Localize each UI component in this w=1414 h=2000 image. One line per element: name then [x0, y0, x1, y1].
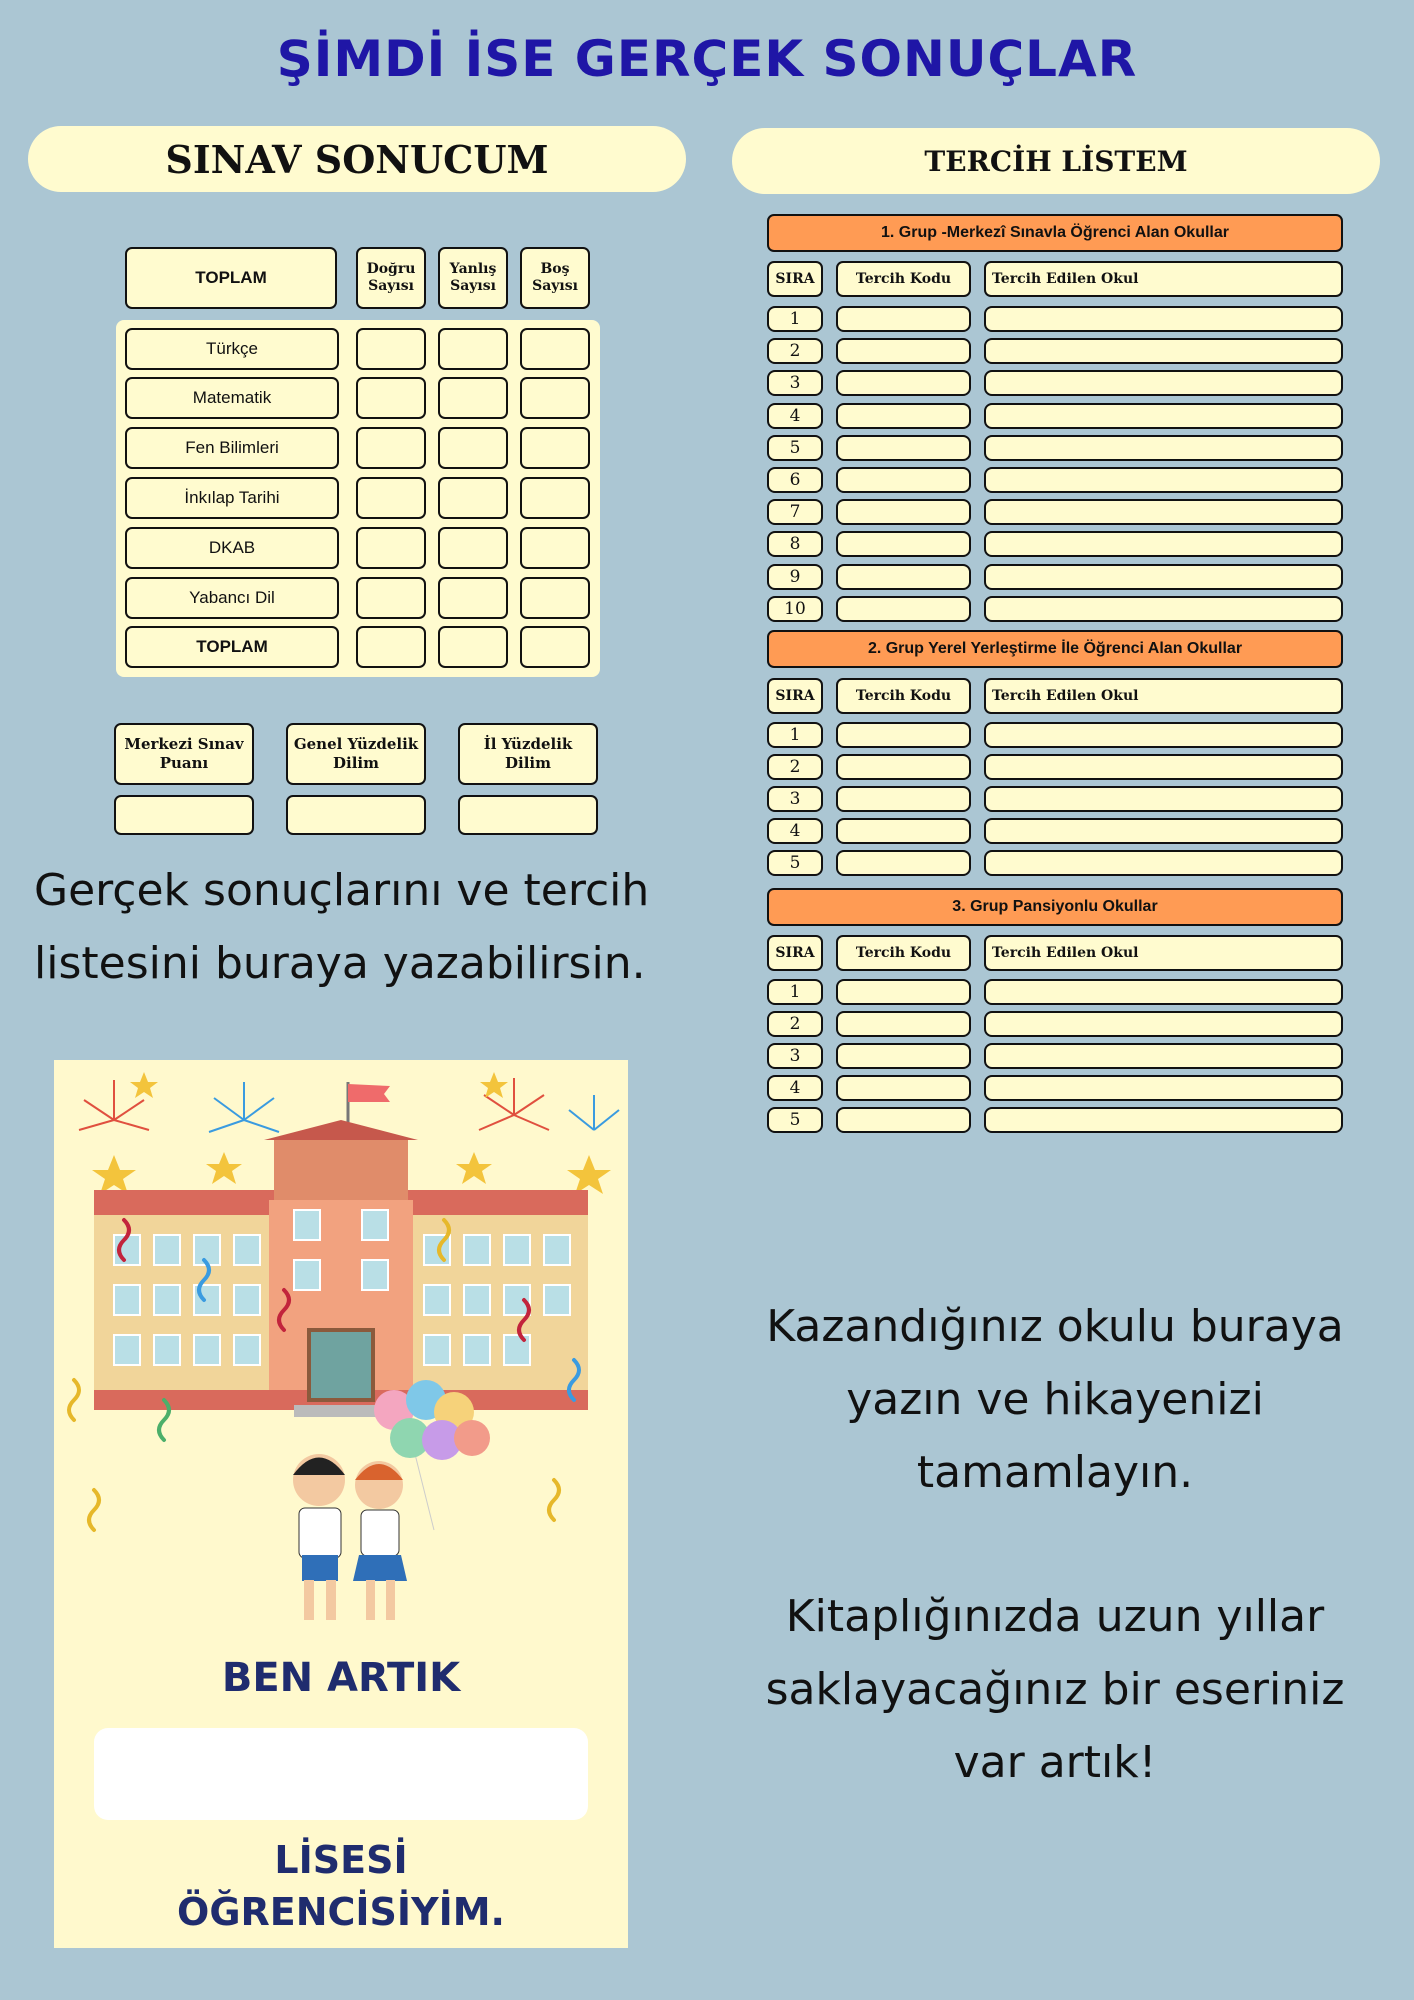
preference-code-field[interactable] [836, 786, 971, 812]
correct-count-field[interactable] [356, 427, 426, 469]
score-field[interactable] [458, 795, 598, 835]
preference-group-title: 2. Grup Yerel Yerleştirme İle Öğrenci Alan Okullar [767, 630, 1343, 668]
col-sira: SIRA [767, 935, 823, 971]
preference-row-number: 4 [767, 1075, 823, 1101]
preference-row-number: 2 [767, 1011, 823, 1037]
students-illustration [293, 1454, 407, 1620]
preference-school-field[interactable] [984, 499, 1343, 525]
wrong-count-field[interactable] [438, 626, 508, 668]
preference-code-field[interactable] [836, 979, 971, 1005]
preference-school-field[interactable] [984, 786, 1343, 812]
preference-group-title: 3. Grup Pansiyonlu Okullar [767, 888, 1343, 926]
preference-school-field[interactable] [984, 1011, 1343, 1037]
preference-school-field[interactable] [984, 754, 1343, 780]
blank-count-field[interactable] [520, 527, 590, 569]
preference-code-field[interactable] [836, 306, 971, 332]
poster-line-2: LİSESİ [274, 1838, 408, 1882]
preference-school-field[interactable] [984, 850, 1343, 876]
right-note-line: yazın ve hikayenizi [846, 1374, 1264, 1425]
col-tercih-kodu: Tercih Kodu [836, 261, 971, 297]
subject-label: Matematik [125, 377, 339, 419]
exam-total-header: TOPLAM [125, 247, 337, 309]
subject-label: Yabancı Dil [125, 577, 339, 619]
preference-school-field[interactable] [984, 403, 1343, 429]
blank-count-field[interactable] [520, 377, 590, 419]
exam-result-header [28, 126, 686, 192]
preference-code-field[interactable] [836, 499, 971, 525]
preference-row-number: 3 [767, 1043, 823, 1069]
poster-line-3: ÖĞRENCİSİYİM. [177, 1890, 505, 1934]
subject-label: Türkçe [125, 328, 339, 370]
col-tercih-edilen-okul: Tercih Edilen Okul [984, 261, 1343, 297]
poster [54, 1060, 628, 1948]
preference-school-field[interactable] [984, 722, 1343, 748]
col-tercih-edilen-okul: Tercih Edilen Okul [984, 678, 1343, 714]
preference-code-field[interactable] [836, 850, 971, 876]
preference-row-number: 4 [767, 818, 823, 844]
left-note-line: Gerçek sonuçlarını ve tercih [34, 865, 650, 916]
left-note [34, 854, 714, 1000]
preference-list-title: TERCİH LİSTEM [924, 144, 1188, 178]
school-name-blank[interactable] [94, 1728, 588, 1820]
preference-row-number: 8 [767, 531, 823, 557]
preference-school-field[interactable] [984, 435, 1343, 461]
right-note-a [720, 1290, 1390, 1509]
preference-code-field[interactable] [836, 531, 971, 557]
preference-group-title: 1. Grup -Merkezî Sınavla Öğrenci Alan Okullar [767, 214, 1343, 252]
col-sira: SIRA [767, 261, 823, 297]
subject-label: TOPLAM [125, 626, 339, 668]
preference-row-number: 2 [767, 338, 823, 364]
right-note-line: tamamlayın. [916, 1447, 1194, 1498]
preference-row-number: 1 [767, 979, 823, 1005]
col-correct: Doğru Sayısı [356, 247, 426, 309]
col-tercih-kodu: Tercih Kodu [836, 678, 971, 714]
preference-row-number: 10 [767, 596, 823, 622]
poster-line-1: BEN ARTIK [221, 1655, 461, 1701]
preference-row-number: 9 [767, 564, 823, 590]
correct-count-field[interactable] [356, 527, 426, 569]
wrong-count-field[interactable] [438, 527, 508, 569]
preference-code-field[interactable] [836, 754, 971, 780]
page-title: ŞİMDİ İSE GERÇEK SONUÇLAR [276, 30, 1138, 88]
preference-code-field[interactable] [836, 596, 971, 622]
preference-code-field[interactable] [836, 370, 971, 396]
preference-row-number: 1 [767, 306, 823, 332]
blank-count-field[interactable] [520, 477, 590, 519]
wrong-count-field[interactable] [438, 427, 508, 469]
subject-label: DKAB [125, 527, 339, 569]
correct-count-field[interactable] [356, 328, 426, 370]
blank-count-field[interactable] [520, 577, 590, 619]
preference-row-number: 2 [767, 754, 823, 780]
wrong-count-field[interactable] [438, 377, 508, 419]
col-tercih-edilen-okul: Tercih Edilen Okul [984, 935, 1343, 971]
score-label: İl Yüzdelik Dilim [458, 723, 598, 785]
wrong-count-field[interactable] [438, 328, 508, 370]
preference-school-field[interactable] [984, 1107, 1343, 1133]
preference-code-field[interactable] [836, 1107, 971, 1133]
preference-row-number: 5 [767, 435, 823, 461]
preference-code-field[interactable] [836, 403, 971, 429]
preference-school-field[interactable] [984, 306, 1343, 332]
col-blank: Boş Sayısı [520, 247, 590, 309]
blank-count-field[interactable] [520, 626, 590, 668]
subject-label: Fen Bilimleri [125, 427, 339, 469]
right-note-line: var artık! [953, 1737, 1157, 1788]
blank-count-field[interactable] [520, 427, 590, 469]
school-illustration [54, 1060, 628, 1680]
preference-school-field[interactable] [984, 370, 1343, 396]
preference-row-number: 5 [767, 850, 823, 876]
preference-code-field[interactable] [836, 1075, 971, 1101]
preference-row-number: 6 [767, 467, 823, 493]
preference-list-header [732, 128, 1380, 194]
preference-code-field[interactable] [836, 564, 971, 590]
preference-code-field[interactable] [836, 818, 971, 844]
col-wrong: Yanlış Sayısı [438, 247, 508, 309]
preference-code-field[interactable] [836, 722, 971, 748]
preference-code-field[interactable] [836, 338, 971, 364]
right-note-line: saklayacağınız bir eseriniz [765, 1664, 1345, 1715]
preference-code-field[interactable] [836, 467, 971, 493]
preference-code-field[interactable] [836, 1011, 971, 1037]
preference-school-field[interactable] [984, 1075, 1343, 1101]
correct-count-field[interactable] [356, 477, 426, 519]
right-note-b [720, 1580, 1390, 1799]
preference-school-field[interactable] [984, 1043, 1343, 1069]
wrong-count-field[interactable] [438, 577, 508, 619]
preference-row-number: 3 [767, 370, 823, 396]
preference-code-field[interactable] [836, 1043, 971, 1069]
left-note-line: listesini buraya yazabilirsin. [34, 938, 646, 989]
preference-row-number: 7 [767, 499, 823, 525]
score-field[interactable] [286, 795, 426, 835]
preference-row-number: 5 [767, 1107, 823, 1133]
preference-school-field[interactable] [984, 979, 1343, 1005]
wrong-count-field[interactable] [438, 477, 508, 519]
score-field[interactable] [114, 795, 254, 835]
subject-label: İnkılap Tarihi [125, 477, 339, 519]
preference-row-number: 4 [767, 403, 823, 429]
col-tercih-kodu: Tercih Kodu [836, 935, 971, 971]
preference-school-field[interactable] [984, 564, 1343, 590]
score-label: Merkezi Sınav Puanı [114, 723, 254, 785]
preference-school-field[interactable] [984, 338, 1343, 364]
preference-row-number: 1 [767, 722, 823, 748]
col-sira: SIRA [767, 678, 823, 714]
preference-school-field[interactable] [984, 596, 1343, 622]
preference-school-field[interactable] [984, 818, 1343, 844]
right-note-line: Kazandığınız okulu buraya [766, 1301, 1344, 1352]
correct-count-field[interactable] [356, 577, 426, 619]
preference-code-field[interactable] [836, 435, 971, 461]
correct-count-field[interactable] [356, 377, 426, 419]
exam-result-title: SINAV SONUCUM [165, 136, 549, 182]
right-note-line: Kitaplığınızda uzun yıllar [785, 1591, 1325, 1642]
preference-row-number: 3 [767, 786, 823, 812]
score-label: Genel Yüzdelik Dilim [286, 723, 426, 785]
preference-school-field[interactable] [984, 467, 1343, 493]
preference-school-field[interactable] [984, 531, 1343, 557]
correct-count-field[interactable] [356, 626, 426, 668]
blank-count-field[interactable] [520, 328, 590, 370]
